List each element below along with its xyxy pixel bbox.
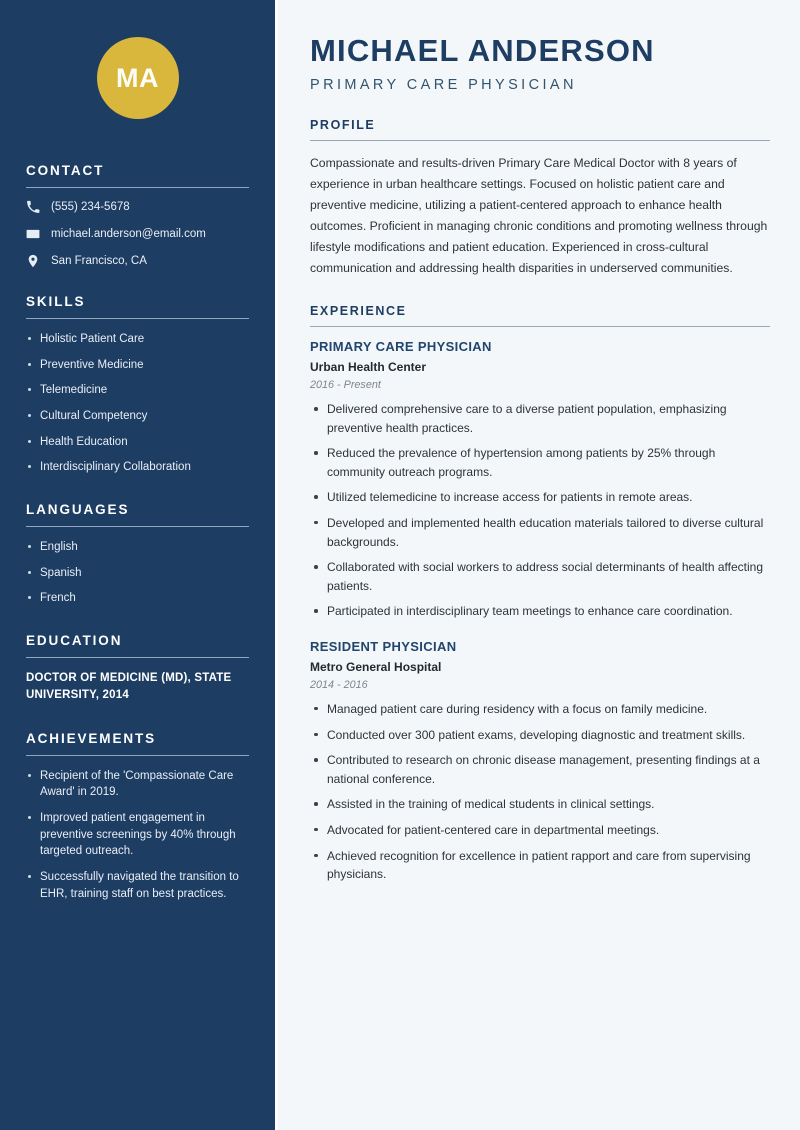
education-entry: DOCTOR OF MEDICINE (MD), STATE UNIVERSITY, 2014 — [26, 672, 232, 702]
contact-heading: CONTACT — [26, 163, 105, 178]
experience-entry — [310, 639, 770, 884]
experience-section — [310, 304, 770, 884]
list-item: Contributed to research on chronic disease management, presenting findings at a national conference. — [310, 751, 770, 788]
list-item: English — [26, 539, 249, 556]
education-section — [26, 633, 249, 705]
list-item: Delivered comprehensive care to a diverse patient population, emphasizing preventive health practices. — [310, 400, 770, 437]
experience-entry — [310, 339, 770, 621]
job-company: Urban Health Center — [310, 360, 427, 374]
achievements-section — [26, 731, 249, 903]
education-heading: EDUCATION — [26, 633, 123, 649]
avatar: MA — [97, 37, 179, 119]
job-title: RESIDENT PHYSICIAN — [310, 638, 457, 654]
contact-item-phone — [26, 200, 249, 214]
contact-item-email — [26, 227, 249, 241]
list-item: Cultural Competency — [26, 408, 249, 425]
list-item: Conducted over 300 patient exams, developing diagnostic and treatment skills. — [310, 726, 770, 745]
list-item: Collaborated with social workers to address social determinants of health affecting patients. — [310, 558, 770, 595]
languages-heading: LANGUAGES — [26, 502, 130, 518]
profile-divider — [310, 140, 770, 141]
avatar-container — [26, 0, 249, 119]
profile-text: Compassionate and results-driven Primary Care Medical Doctor with 8 years of experience in urban healthcare settings. Focused on holistic patient care and preventive medicine, utilizing a patient-centered approach to enhance health outcomes. Proficient in managing chronic conditions and promoting wellness through lifestyle modifications and patient education. Experienced in cross-cultural communication and addressing health disparities in underserved communities. — [310, 156, 768, 276]
contact-section — [26, 163, 249, 268]
contact-phone-value: (555) 234-5678 — [51, 201, 130, 213]
achievements-divider — [26, 755, 249, 756]
list-item: Developed and implemented health education materials tailored to diverse cultural backgrounds. — [310, 514, 770, 551]
languages-list — [26, 539, 249, 607]
list-item: Reduced the prevalence of hypertension among patients by 25% through community outreach programs. — [310, 444, 770, 481]
job-bullet-list — [310, 400, 770, 621]
languages-section — [26, 502, 249, 607]
list-item: French — [26, 590, 249, 607]
job-dates: 2014 - 2016 — [310, 678, 368, 691]
list-item: Assisted in the training of medical students in clinical settings. — [310, 795, 770, 814]
job-company: Metro General Hospital — [310, 659, 442, 674]
page-title: MICHAEL ANDERSON — [310, 33, 655, 68]
list-item: Advocated for patient-centered care in departmental meetings. — [310, 821, 770, 840]
list-item: Recipient of the 'Compassionate Care Award' in 2019. — [26, 768, 249, 801]
job-dates: 2016 - Present — [310, 379, 381, 391]
skills-list — [26, 331, 249, 476]
skills-section — [26, 294, 249, 476]
list-item: Successfully navigated the transition to EHR, training staff on best practices. — [26, 869, 249, 902]
list-item: Participated in interdisciplinary team meetings to enhance care coordination. — [310, 602, 770, 621]
education-divider — [26, 657, 249, 658]
list-item: Spanish — [26, 565, 249, 582]
skills-divider — [26, 318, 249, 319]
list-item: Telemedicine — [26, 382, 249, 399]
contact-divider — [26, 187, 249, 188]
contact-location-value: San Francisco, CA — [51, 255, 147, 267]
sidebar — [0, 0, 278, 1130]
list-item: Improved patient engagement in preventive screenings by 40% through targeted outreach. — [26, 810, 249, 860]
achievements-list — [26, 768, 249, 903]
main-content — [278, 0, 800, 1130]
profile-heading: PROFILE — [310, 118, 376, 133]
list-item: Utilized telemedicine to increase access for patients in remote areas. — [310, 488, 770, 507]
experience-heading: EXPERIENCE — [310, 304, 407, 318]
map-pin-icon — [26, 254, 40, 268]
skills-heading: SKILLS — [26, 294, 86, 309]
list-item: Interdisciplinary Collaboration — [26, 459, 249, 476]
job-title: PRIMARY CARE PHYSICIAN — [310, 339, 492, 354]
list-item: Managed patient care during residency with a focus on family medicine. — [310, 700, 770, 719]
list-item: Holistic Patient Care — [26, 331, 249, 348]
contact-email-value: michael.anderson@email.com — [51, 228, 206, 240]
languages-divider — [26, 526, 249, 527]
experience-divider — [310, 326, 770, 327]
list-item: Health Education — [26, 434, 249, 451]
job-role-subtitle: PRIMARY CARE PHYSICIAN — [310, 77, 577, 94]
list-item: Achieved recognition for excellence in patient rapport and care from supervising physicians. — [310, 847, 770, 884]
phone-icon — [26, 200, 40, 214]
job-bullet-list — [310, 700, 770, 884]
achievements-heading: ACHIEVEMENTS — [26, 730, 157, 746]
envelope-icon — [26, 227, 40, 241]
contact-item-location — [26, 254, 249, 268]
list-item: Preventive Medicine — [26, 357, 249, 374]
profile-section — [310, 118, 770, 279]
